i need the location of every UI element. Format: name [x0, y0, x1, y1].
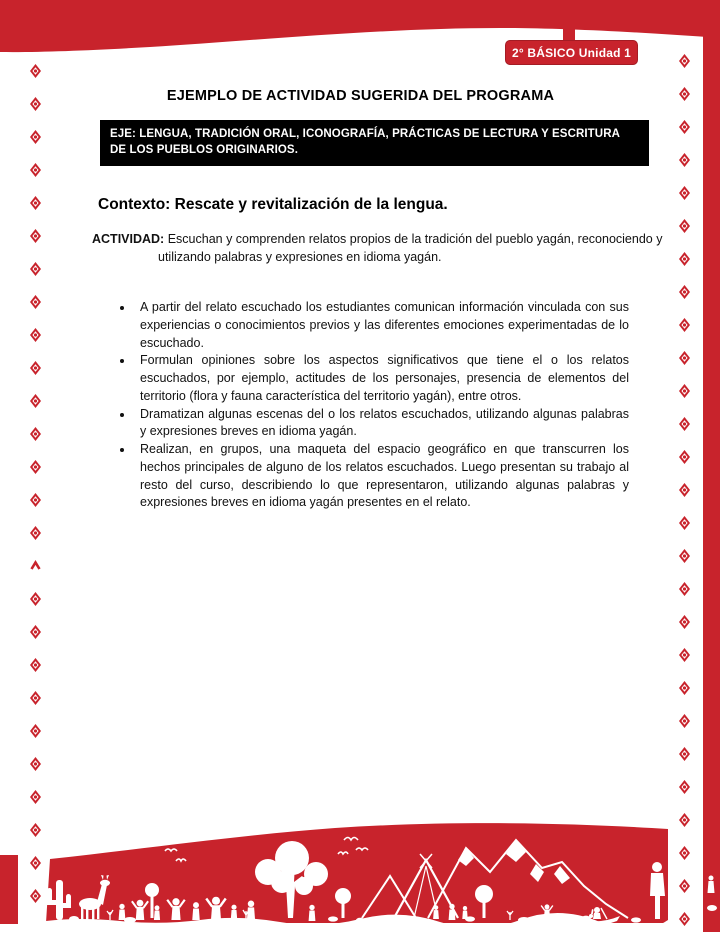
diamond-ornament-icon	[30, 97, 41, 111]
diamond-ornament-icon	[30, 130, 41, 144]
diamond-ornament-icon	[679, 351, 690, 365]
diamond-ornament-icon	[679, 681, 690, 695]
footer-illustration	[0, 820, 720, 932]
diamond-ornament-icon	[30, 163, 41, 177]
eje-banner: EJE: LENGUA, TRADICIÓN ORAL, ICONOGRAFÍA, PRÁCTICAS DE LECTURA Y ESCRITURA DE LOS PUEBLOS ORIGINARIOS.	[100, 120, 649, 166]
diamond-ornament-icon	[679, 54, 690, 68]
diamond-ornament-icon	[30, 724, 41, 738]
bullet-item: • A partir del relato escuchado los estudiantes comunican información vinculada con sus experiencias o conocimientos previos y las diferentes emociones experimentadas de lo escuchado.	[134, 299, 629, 352]
diamond-ornament-icon	[30, 328, 41, 342]
diamond-ornament-icon	[679, 780, 690, 794]
page-title: EJEMPLO DE ACTIVIDAD SUGERIDA DEL PROGRAMA	[166, 88, 555, 104]
diamond-ornament-icon	[30, 460, 41, 474]
diamond-ornament-icon	[30, 757, 41, 771]
diamond-ornament-icon	[679, 153, 690, 167]
diamond-ornament-icon	[30, 229, 41, 243]
diamond-ornament-icon	[30, 262, 41, 276]
diamond-ornament-icon	[30, 295, 41, 309]
diamond-ornament-icon	[679, 483, 690, 497]
activity-text: Escuchan y comprenden relatos propios de la tradición del pueblo yagán, reconociendo y utilizando palabras y expresiones en idioma yagán.	[158, 232, 663, 264]
bullet-item: • Dramatizan algunas escenas del o los relatos escuchados, utilizando algunas palabras y expresiones breves en idioma yagán.	[134, 406, 629, 442]
diamond-ornament-icon	[679, 747, 690, 761]
diamond-ornament-icon	[679, 549, 690, 563]
bullet-item: • Formulan opiniones sobre los aspectos significativos que tiene el o los relatos escuchados, por ejemplo, actitudes de los personajes, presencia de elementos del territorio (flora y fauna característica del territorio yagán), entre otros.	[134, 352, 629, 405]
activity-bullet-list	[92, 299, 629, 512]
diamond-ornament-icon	[679, 87, 690, 101]
diamond-ornament-icon	[679, 648, 690, 662]
unit-badge: 2° BÁSICO Unidad 1	[505, 40, 638, 65]
diamond-ornament-icon	[679, 384, 690, 398]
diamond-ornament-icon	[30, 592, 41, 606]
diamond-ornament-icon	[30, 625, 41, 639]
diamond-ornament-icon	[30, 526, 41, 540]
diamond-ornament-icon	[679, 186, 690, 200]
diamond-ornament-icon	[30, 394, 41, 408]
activity-label: ACTIVIDAD:	[92, 232, 165, 246]
diamond-ornament-icon	[30, 427, 41, 441]
diamond-ornament-icon	[30, 658, 41, 672]
diamond-ornament-icon	[679, 615, 690, 629]
diamond-ornament-icon	[30, 790, 41, 804]
diamond-ornament-icon	[30, 691, 41, 705]
diamond-ornament-icon	[679, 582, 690, 596]
diamond-ornament-icon	[679, 450, 690, 464]
activity-paragraph	[92, 231, 695, 267]
diamond-ornament-icon	[679, 285, 690, 299]
diamond-ornament-icon	[30, 196, 41, 210]
diamond-ornament-icon	[679, 120, 690, 134]
diamond-ornament-icon	[679, 714, 690, 728]
bullet-item: • Realizan, en grupos, una maqueta del espacio geográfico en que transcurren los hechos principales de alguno de los relatos escuchados. Luego presentan su trabajo al resto del curso, describiendo lo que representaron, utilizando algunas palabras y expresiones breves en idioma yagán presentes en el relato.	[134, 441, 629, 512]
diamond-ornament-icon	[679, 516, 690, 530]
diamond-ornament-icon	[30, 64, 41, 78]
diamond-ornament-icon	[679, 417, 690, 431]
diamond-ornament-icon	[679, 318, 690, 332]
diamond-ornament-icon	[30, 361, 41, 375]
context-heading: Contexto: Rescate y revitalización de la lengua.	[98, 196, 448, 213]
right-edge-bar	[703, 0, 720, 932]
diamond-ornament-icon	[30, 493, 41, 507]
chevron-ornament-icon	[30, 559, 41, 573]
